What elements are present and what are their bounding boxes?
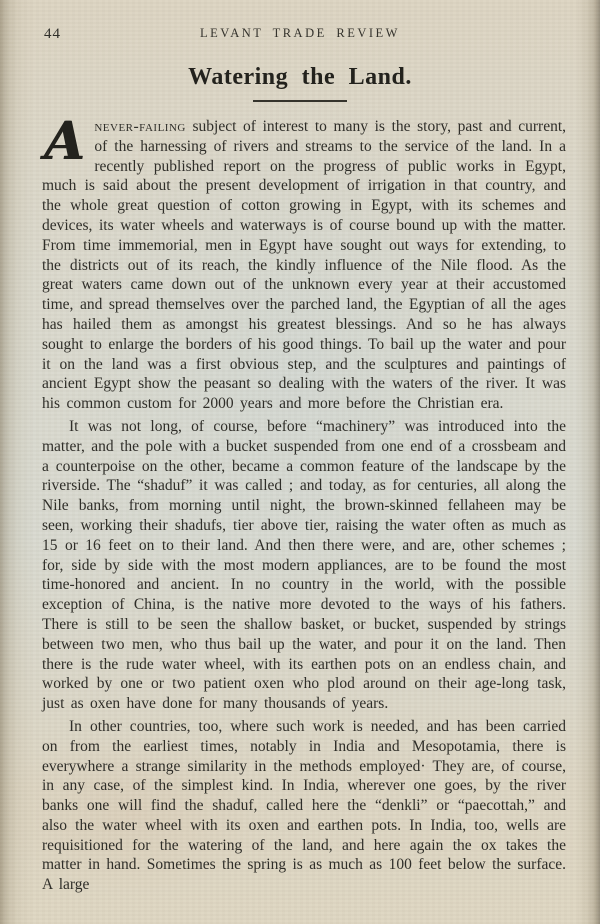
journal-title: LEVANT TRADE REVIEW (200, 26, 400, 40)
lead-smallcaps: never-failing (94, 118, 186, 135)
dropcap-letter-A: A (44, 111, 85, 172)
paragraph-1 (42, 111, 567, 414)
title-rule-divider (253, 100, 347, 102)
article-body (42, 111, 567, 895)
page-number: 44 (44, 26, 61, 42)
paragraph-2: It was not long, of course, before “machinery” was introduced into the matter, and the pole with a bucket suspended from one end of a crossbeam and a counterpoise on the other, became a common feature of the landscape by the riverside. The “shaduf” it was called ; and today, as for centuries, all along the Nile banks, from morning until night, the brown-skinned fellaheen may be seen, working their shadufs, tier above tier, raising the water often as much as 15 or 16 feet on to their land. And then there were, and are, other schemes ; for, side by side with the most modern appliances, are to be found the most time-honored and ancient. In no country in the world, with the possible exception of China, is the native more devoted to the ways of his fathers. There is still to be seen the shallow basket, or bucket, suspended by strings between two men, who thus bail up the water, and pour it on the land. Then there is the rude water wheel, with its earthen pots on an endless chain, and worked by one or two patient oxen who plod around on their age-long task, just as oxen have done for many thousands of years. (42, 417, 566, 713)
paragraph-1-text: subject of interest to many is the story, past and current, of the harnessing of rivers and streams to the service of the land. In a recently published report on the progress of public works in Egypt, much is said about the present development of irrigation in that country, and the whole great question of cotton growing in Egypt, with its schemes and devices, its water wheels and waterways is of course bound up with the matter. From time immemorial, men in Egypt have sought out ways for extending, to the districts out of its reach, the kindly influence of the Nile flood. As the great waters came down out of the unknown every year at their accustomed time, and spread themselves over the parched land, the Egyptian of all the ages has hailed them as amongst his greatest blessings. And so he has always sought to enlarge the borders of his good things. To bail up the water and pour it on the land was a first obvious step, and the sculptures and paintings of ancient Egypt show the peasant so dealing with the waters of the river. It was his common custom for 2000 years and more before the Christian era. (42, 118, 567, 413)
running-head (0, 0, 600, 46)
paragraph-3: In other countries, too, where such work is needed, and has been carried on from the earliest times, notably in India and Mesopotamia, there is everywhere a strange similarity in the methods employed· They are, of course, in any case, of the simplest kind. In India, wherever one goes, by the river banks one will find the shaduf, called here the “denkli” or “paecottah,” and also the water wheel with its oxen and earthen pots. In India, too, wells are requisitioned for the watering of the land, and here again the ox takes the matter in hand. Sometimes the spring is as much as 100 feet below the surface. A large (42, 717, 566, 894)
article-title: Watering the Land. (188, 64, 412, 90)
